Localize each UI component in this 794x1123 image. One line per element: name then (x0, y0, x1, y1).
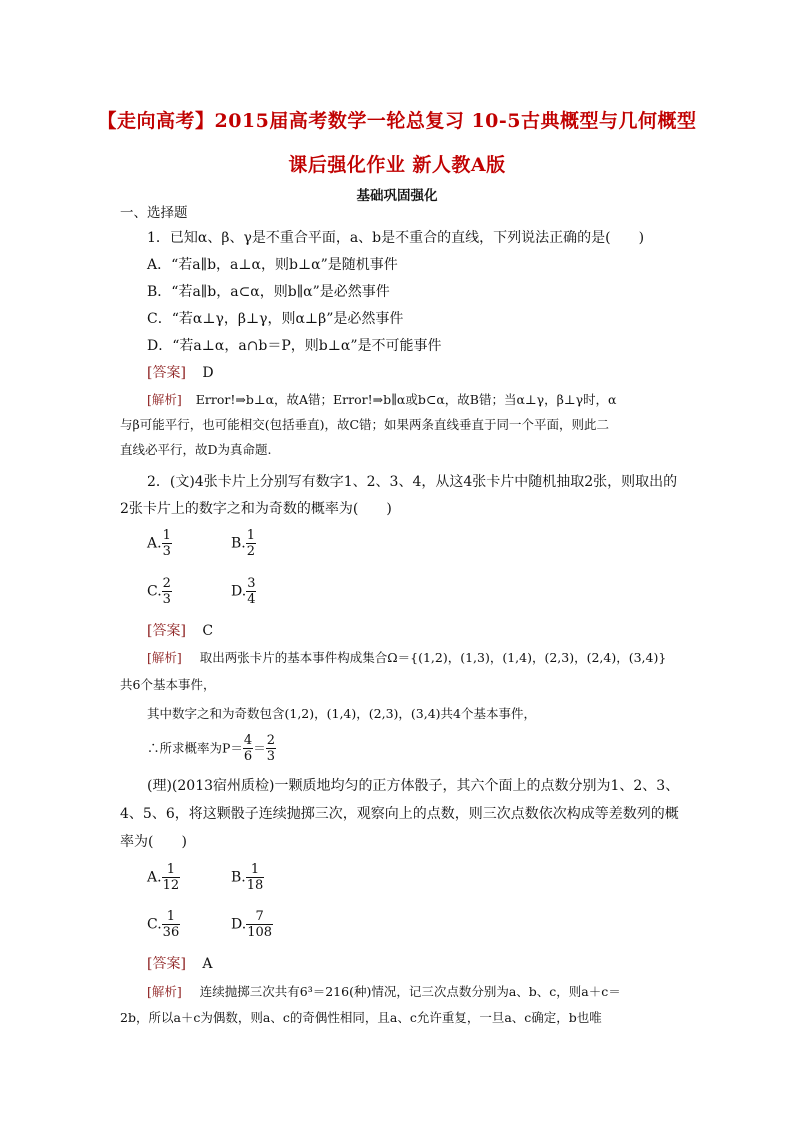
equals-sign: ＝ (253, 740, 266, 756)
option-label: A. (147, 869, 162, 886)
q1-analysis-line2: 与β可能平行，也可能相交(包括垂直)，故C错；如果两条直线垂直于同一个平面，则此二 (120, 417, 610, 432)
q2-analysis-line3: 其中数字之和为奇数包含(1,2)，(1,4)，(2,3)，(3,4)共4个基本事件， (147, 706, 536, 721)
q2-stem-line2: 2张卡片上的数字之和为奇数的概率为( ) (120, 501, 392, 517)
q1-option-c: C．“若α⊥γ，β⊥γ，则α⊥β”是必然事件 (147, 311, 404, 327)
result-prefix: ∴所求概率为P＝ (147, 740, 243, 756)
analysis-text: 连续抛掷三次共有6³＝216(种)情况，记三次点数分别为a、b、c，则a＋c＝ (199, 984, 621, 999)
denominator: 3 (162, 592, 171, 607)
q1-option-d: D．“若a⊥α，a∩b＝P，则b⊥α”是不可能事件 (147, 338, 442, 354)
numerator: 1 (162, 528, 171, 543)
q2-option-c (147, 576, 172, 607)
q2-result (147, 733, 276, 764)
option-label: B. (231, 535, 246, 552)
q1-analysis-line3: 直线必平行，故D为真命题. (120, 442, 272, 457)
q1-option-a: A．“若a∥b，a⊥α，则b⊥α”是随机事件 (147, 257, 398, 273)
q2-option-d (231, 576, 256, 607)
answer-value: D (202, 365, 214, 381)
numerator: 4 (243, 733, 253, 748)
option-label: D. (231, 583, 247, 600)
option-label: A. (147, 535, 162, 552)
answer-value: C (202, 623, 214, 639)
analysis-tag: [解析] (147, 392, 182, 407)
option-label: D. (231, 916, 247, 933)
answer-tag: [答案] (147, 623, 186, 639)
q2b-stem-line1: (理)(2013宿州质检)一颗质地均匀的正方体骰子，其六个面上的点数分别为1、2、3、 (147, 778, 680, 794)
numerator: 7 (246, 909, 273, 925)
numerator: 2 (162, 576, 171, 591)
numerator: 1 (162, 909, 181, 925)
denominator: 2 (246, 544, 256, 559)
analysis-tag: [解析] (147, 650, 182, 665)
q2-option-b (231, 528, 256, 559)
q1-analysis-line1 (147, 390, 617, 410)
q1-stem: 1．已知α、β、γ是不重合平面，a、b是不重合的直线，下列说法正确的是( ) (147, 230, 645, 246)
q2b-option-b (231, 862, 264, 893)
denominator: 18 (246, 878, 264, 893)
denominator: 36 (162, 925, 180, 940)
answer-value: A (202, 956, 213, 972)
fraction (266, 733, 276, 764)
option-label: C. (147, 583, 162, 600)
denominator: 108 (247, 925, 273, 940)
document-title-line1: 【走向高考】2015届高考数学一轮总复习 10-5古典概型与几何概型 (97, 110, 697, 132)
denominator: 3 (162, 544, 171, 559)
denominator: 12 (162, 878, 180, 893)
q2b-stem-line2: 4、5、6，将这颗骰子连续抛掷三次，观察向上的点数，则三次点数依次构成等差数列的概 (120, 806, 679, 822)
fraction (162, 576, 172, 607)
fraction (246, 576, 256, 607)
answer-tag: [答案] (147, 956, 186, 972)
q2-option-a (147, 528, 172, 559)
q2b-option-a (147, 862, 180, 893)
section-heading: 基础巩固强化 (356, 188, 438, 204)
option-label: C. (147, 916, 162, 933)
q2b-option-d (231, 909, 273, 940)
answer-tag: [答案] (147, 365, 186, 381)
fraction (162, 862, 181, 893)
denominator: 6 (243, 749, 253, 764)
q2b-analysis-line2: 2b，所以a＋c为偶数，则a、c的奇偶性相同，且a、c允许重复，一旦a、c确定，b也唯 (120, 1010, 602, 1025)
q2b-stem-line3: 率为( ) (120, 834, 187, 850)
numerator: 1 (162, 862, 181, 878)
q2-answer (147, 621, 213, 641)
q1-option-b: B．“若a∥b，a⊂α，则b∥α”是必然事件 (147, 284, 390, 300)
fraction (162, 528, 172, 559)
numerator: 2 (266, 733, 275, 748)
q1-answer (147, 363, 214, 383)
q2b-answer (147, 954, 213, 974)
fraction (162, 909, 181, 940)
q2b-option-c (147, 909, 180, 940)
part-heading: 一、选择题 (120, 205, 188, 221)
document-title-line2: 课后强化作业 新人教A版 (288, 154, 506, 176)
analysis-text: Error!⇒b⊥α，故A错；Error!⇒b∥α或b⊂α，故B错；当α⊥γ，β⊥γ时，α (195, 392, 617, 407)
numerator: 1 (246, 528, 256, 543)
denominator: 4 (247, 592, 256, 607)
numerator: 3 (247, 576, 256, 591)
analysis-text: 取出两张卡片的基本事件构成集合Ω＝{(1,2)，(1,3)，(1,4)，(2,3)，(2,4)，(3,4)} (199, 650, 667, 665)
q2-stem-line1: 2．(文)4张卡片上分别写有数字1、2、3、4，从这4张卡片中随机抽取2张，则取出的 (147, 474, 678, 490)
fraction (246, 909, 273, 940)
fraction (243, 733, 253, 764)
option-label: B. (231, 869, 246, 886)
fraction (246, 862, 265, 893)
q2-analysis-line1 (147, 648, 666, 668)
denominator: 3 (266, 749, 275, 764)
numerator: 1 (246, 862, 265, 878)
analysis-tag: [解析] (147, 984, 182, 999)
q2b-analysis-line1 (147, 982, 621, 1002)
q2-analysis-line2: 共6个基本事件， (120, 677, 216, 692)
fraction (246, 528, 256, 559)
